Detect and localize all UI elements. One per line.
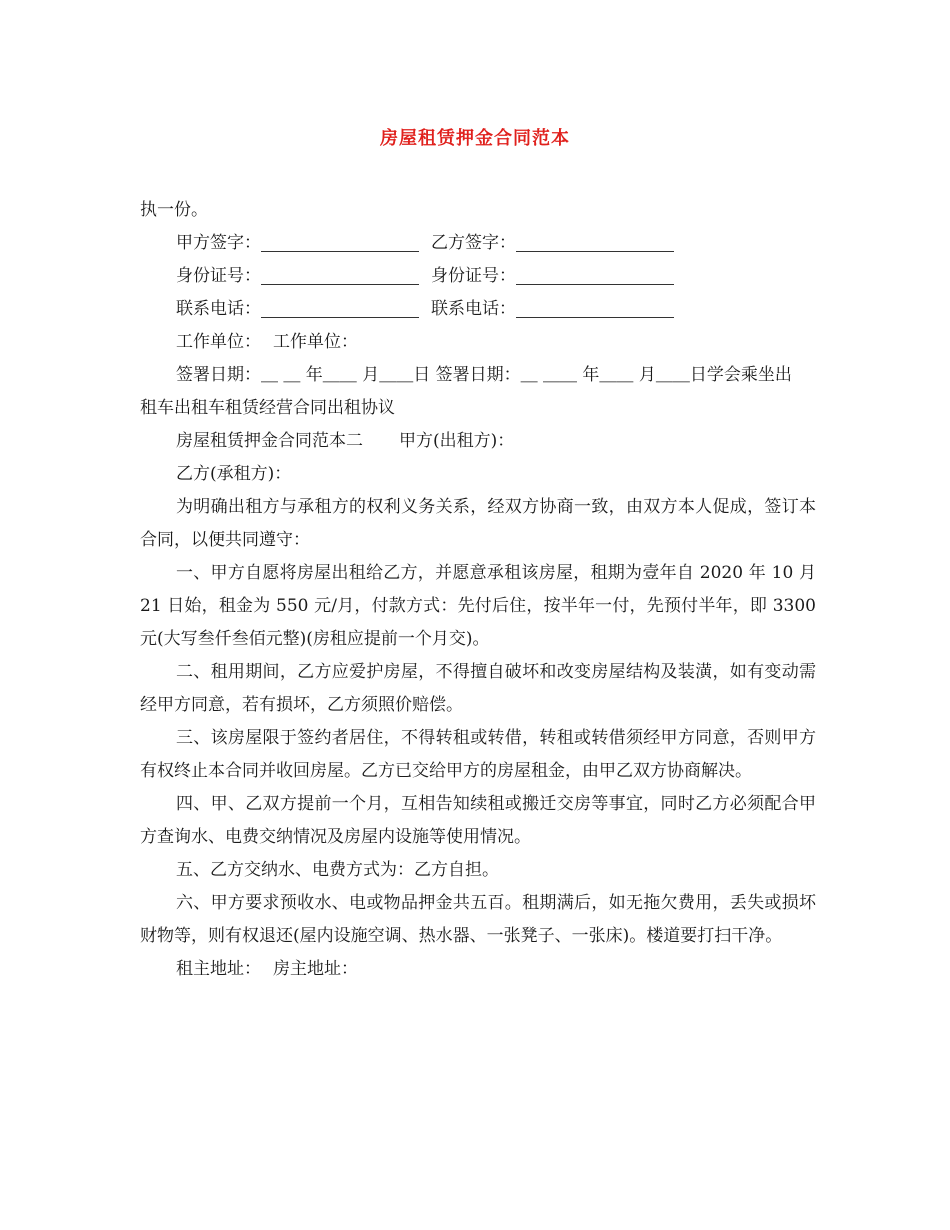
signature-row <box>140 227 816 260</box>
address-row <box>140 953 816 986</box>
paragraph: 一、甲方自愿将房屋出租给乙方，并愿意承租该房屋，租期为壹年自 2020 年 10 月 21 日始，租金为 550 元/月，付款方式：先付后住，按半年一付，先预付半年，即 3300 元(大写叁仟叁佰元整)(房租应提前一个月交)。 <box>140 563 816 649</box>
party-a-phone-label: 联系电话： <box>176 299 261 319</box>
phone-blank <box>261 299 419 318</box>
paragraph: 三、该房屋限于签约者居住，不得转租或转借，转租或转借须经甲方同意，否则甲方有权终止本合同并收回房屋。乙方已交给甲方的房屋租金，由甲乙双方协商解决。 <box>140 728 816 781</box>
owner-address-label: 房主地址： <box>273 959 358 979</box>
party-a-signature-label: 甲方签字： <box>176 233 261 253</box>
paragraph: 五、乙方交纳水、电费方式为：乙方自担。 <box>176 860 499 880</box>
party-a-label: 甲方(出租方)： <box>399 431 515 451</box>
id-blank <box>516 266 674 285</box>
id-blank <box>261 266 419 285</box>
paragraph: 二、租用期间，乙方应爱护房屋，不得擅自破坏和改变房屋结构及装潢，如有变动需经甲方同意，若有损坏，乙方须照价赔偿。 <box>140 662 816 715</box>
paragraph: 为明确出租方与承租方的权利义务关系，经双方协商一致，由双方本人促成，签订本合同，以便共同遵守： <box>140 497 816 550</box>
document-body <box>140 194 816 986</box>
party-b-label: 乙方(承租方)： <box>176 464 292 484</box>
party-a-id-label: 身份证号： <box>176 266 261 286</box>
phone-blank <box>516 299 674 318</box>
id-row <box>140 260 816 293</box>
document-title: 房屋租赁押金合同范本 <box>380 128 570 149</box>
work-row <box>140 326 816 359</box>
party-b-phone-label: 联系电话： <box>431 299 516 319</box>
signature-blank <box>261 233 419 252</box>
sub-title: 房屋租赁押金合同范本二 <box>176 431 363 451</box>
paragraph: 六、甲方要求预收水、电或物品押金共五百。租期满后，如无拖欠费用，丢失或损坏财物等，则有权退还(屋内设施空调、热水器、一张凳子、一张床)。楼道要打扫干净。 <box>140 893 816 946</box>
renter-address-label: 租主地址： <box>176 959 261 979</box>
text-line: 执一份。 <box>140 200 208 220</box>
party-b-signature-label: 乙方签字： <box>431 233 516 253</box>
paragraph: 四、甲、乙双方提前一个月，互相告知续租或搬迁交房等事宜，同时乙方必须配合甲方查询水、电费交纳情况及房屋内设施等使用情况。 <box>140 794 816 847</box>
party-b-work-label: 工作单位： <box>273 332 358 352</box>
party-b-id-label: 身份证号： <box>431 266 516 286</box>
text-line: 租车出租车租赁经营合同出租协议 <box>140 398 395 418</box>
signature-blank <box>516 233 674 252</box>
party-a-work-label: 工作单位： <box>176 332 261 352</box>
date-row: 签署日期：＿ ＿ 年＿＿ 月＿＿日 签署日期：＿ ＿＿ 年＿＿ 月＿＿日学会乘坐出 <box>176 365 792 385</box>
subtitle-row <box>140 425 816 458</box>
phone-row <box>140 293 816 326</box>
